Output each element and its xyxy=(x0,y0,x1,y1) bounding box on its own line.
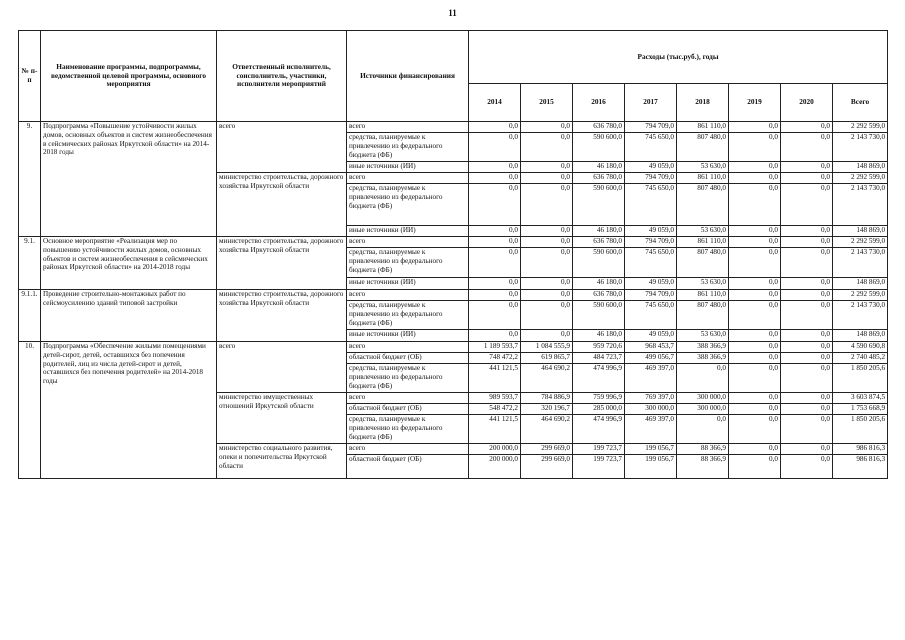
year-value: 807 480,0 xyxy=(677,184,729,226)
year-value: 0,0 xyxy=(469,278,521,290)
year-value: 0,0 xyxy=(781,330,833,342)
year-value: 53 630,0 xyxy=(677,330,729,342)
year-value: 590 600,0 xyxy=(573,133,625,162)
funding-source: всего xyxy=(347,393,469,404)
year-value: 784 886,9 xyxy=(521,393,573,404)
year-value: 0,0 xyxy=(469,226,521,237)
year-value: 861 110,0 xyxy=(677,237,729,248)
table-row xyxy=(19,290,888,301)
year-value: 0,0 xyxy=(469,290,521,301)
row-number: 10. xyxy=(19,342,41,479)
year-value: 0,0 xyxy=(469,122,521,133)
year-value: 46 180,0 xyxy=(573,226,625,237)
year-value: 0,0 xyxy=(521,301,573,330)
program-name: Подпрограмма «Повышение устойчивости жилых домов, основных объектов и систем жизнеобеспечения в сейсмических районах Иркутской области» на 2014-2018 годы xyxy=(41,122,217,237)
year-value: 49 059,0 xyxy=(625,162,677,173)
total-value: 2 143 730,0 xyxy=(833,301,888,330)
year-value: 88 366,9 xyxy=(677,455,729,479)
year-value: 0,0 xyxy=(521,237,573,248)
year-value: 794 709,0 xyxy=(625,173,677,184)
year-value: 636 780,0 xyxy=(573,290,625,301)
year-value: 590 600,0 xyxy=(573,301,625,330)
year-value: 0,0 xyxy=(521,330,573,342)
funding-source: всего xyxy=(347,237,469,248)
total-value: 148 869,0 xyxy=(833,162,888,173)
year-value: 0,0 xyxy=(521,133,573,162)
year-value: 0,0 xyxy=(729,455,781,479)
year-value: 0,0 xyxy=(521,290,573,301)
funding-source: всего xyxy=(347,444,469,455)
year-value: 0,0 xyxy=(469,248,521,278)
year-value: 959 720,6 xyxy=(573,342,625,353)
year-value: 0,0 xyxy=(469,330,521,342)
year-value: 53 630,0 xyxy=(677,278,729,290)
year-value: 474 996,9 xyxy=(573,364,625,393)
year-value: 745 650,0 xyxy=(625,301,677,330)
year-value: 0,0 xyxy=(781,342,833,353)
year-value: 49 059,0 xyxy=(625,330,677,342)
year-value: 0,0 xyxy=(781,122,833,133)
year-value: 745 650,0 xyxy=(625,184,677,226)
year-value: 0,0 xyxy=(781,444,833,455)
year-value: 200 000,0 xyxy=(469,455,521,479)
year-value: 199 723,7 xyxy=(573,455,625,479)
year-value: 745 650,0 xyxy=(625,133,677,162)
year-value: 1 189 593,7 xyxy=(469,342,521,353)
year-value: 0,0 xyxy=(677,415,729,444)
year-value: 300 000,0 xyxy=(625,404,677,415)
year-value: 0,0 xyxy=(781,184,833,226)
year-value: 441 121,5 xyxy=(469,364,521,393)
table-row xyxy=(19,342,888,353)
funding-source: средства, планируемые к привлечению из федерального бюджета (ФБ) xyxy=(347,184,469,226)
funding-source: иные источники (ИИ) xyxy=(347,330,469,342)
executor: всего xyxy=(217,122,347,173)
year-value: 300 000,0 xyxy=(677,404,729,415)
year-value: 469 397,0 xyxy=(625,415,677,444)
year-value: 861 110,0 xyxy=(677,122,729,133)
year-value: 49 059,0 xyxy=(625,226,677,237)
year-value: 807 480,0 xyxy=(677,133,729,162)
executor: министерство строительства, дорожного хозяйства Иркутской области xyxy=(217,173,347,237)
table-body xyxy=(19,122,888,479)
year-value: 0,0 xyxy=(781,455,833,479)
year-value: 0,0 xyxy=(521,173,573,184)
total-value: 2 143 730,0 xyxy=(833,248,888,278)
funding-source: областной бюджет (ОБ) xyxy=(347,404,469,415)
year-value: 0,0 xyxy=(729,278,781,290)
year-value: 0,0 xyxy=(521,226,573,237)
row-number: 9.1. xyxy=(19,237,41,290)
executor: министерство социального развития, опеки и попечительства Иркутской области xyxy=(217,444,347,479)
total-value: 2 143 730,0 xyxy=(833,133,888,162)
year-value: 0,0 xyxy=(521,122,573,133)
funding-source: всего xyxy=(347,173,469,184)
year-value: 0,0 xyxy=(677,364,729,393)
header-year: 2020 xyxy=(781,84,833,122)
year-value: 46 180,0 xyxy=(573,330,625,342)
funding-source: иные источники (ИИ) xyxy=(347,278,469,290)
year-value: 299 669,0 xyxy=(521,444,573,455)
year-value: 0,0 xyxy=(781,162,833,173)
year-value: 0,0 xyxy=(729,248,781,278)
funding-source: средства, планируемые к привлечению из федерального бюджета (ФБ) xyxy=(347,133,469,162)
year-value: 0,0 xyxy=(729,342,781,353)
year-value: 46 180,0 xyxy=(573,278,625,290)
year-value: 49 059,0 xyxy=(625,278,677,290)
header-source: Источники финансирования xyxy=(347,31,469,122)
header-executor: Ответственный исполнитель, соисполнитель, участники, исполнители мероприятий xyxy=(217,31,347,122)
header-total: Всего xyxy=(833,84,888,122)
year-value: 388 366,9 xyxy=(677,353,729,364)
funding-source: всего xyxy=(347,342,469,353)
header-year: 2019 xyxy=(729,84,781,122)
year-value: 0,0 xyxy=(729,353,781,364)
year-value: 0,0 xyxy=(781,237,833,248)
year-value: 794 709,0 xyxy=(625,122,677,133)
year-value: 861 110,0 xyxy=(677,290,729,301)
year-value: 0,0 xyxy=(729,290,781,301)
year-value: 0,0 xyxy=(729,404,781,415)
year-value: 199 056,7 xyxy=(625,444,677,455)
year-value: 285 000,0 xyxy=(573,404,625,415)
year-value: 0,0 xyxy=(729,237,781,248)
year-value: 0,0 xyxy=(781,278,833,290)
funding-source: всего xyxy=(347,290,469,301)
table-row xyxy=(19,122,888,133)
year-value: 759 996,9 xyxy=(573,393,625,404)
year-value: 590 600,0 xyxy=(573,184,625,226)
year-value: 0,0 xyxy=(729,330,781,342)
year-value: 745 650,0 xyxy=(625,248,677,278)
program-name: Основное мероприятие «Реализация мер по повышению устойчивости жилых домов, основных объектов и систем жизнеобеспечения в сейсмических районах Иркутской области» на 2014-2018 годы xyxy=(41,237,217,290)
year-value: 0,0 xyxy=(781,133,833,162)
total-value: 986 816,3 xyxy=(833,444,888,455)
year-value: 0,0 xyxy=(729,162,781,173)
funding-source: средства, планируемые к привлечению из федерального бюджета (ФБ) xyxy=(347,301,469,330)
year-value: 619 865,7 xyxy=(521,353,573,364)
funding-source: областной бюджет (ОБ) xyxy=(347,455,469,479)
year-value: 0,0 xyxy=(729,301,781,330)
budget-table xyxy=(18,30,888,479)
total-value: 986 816,3 xyxy=(833,455,888,479)
funding-source: областной бюджет (ОБ) xyxy=(347,353,469,364)
year-value: 0,0 xyxy=(729,184,781,226)
year-value: 88 366,9 xyxy=(677,444,729,455)
year-value: 769 397,0 xyxy=(625,393,677,404)
header-year: 2014 xyxy=(469,84,521,122)
year-value: 0,0 xyxy=(781,364,833,393)
year-value: 0,0 xyxy=(729,122,781,133)
header-year: 2018 xyxy=(677,84,729,122)
funding-source: иные источники (ИИ) xyxy=(347,162,469,173)
year-value: 636 780,0 xyxy=(573,122,625,133)
year-value: 636 780,0 xyxy=(573,237,625,248)
year-value: 484 723,7 xyxy=(573,353,625,364)
total-value: 148 869,0 xyxy=(833,278,888,290)
funding-source: средства, планируемые к привлечению из федерального бюджета (ФБ) xyxy=(347,248,469,278)
header-year: 2015 xyxy=(521,84,573,122)
year-value: 499 056,7 xyxy=(625,353,677,364)
year-value: 748 472,2 xyxy=(469,353,521,364)
year-value: 0,0 xyxy=(729,444,781,455)
year-value: 0,0 xyxy=(469,301,521,330)
funding-source: средства, планируемые к привлечению из федерального бюджета (ФБ) xyxy=(347,415,469,444)
year-value: 590 600,0 xyxy=(573,248,625,278)
total-value: 2 292 599,0 xyxy=(833,122,888,133)
year-value: 0,0 xyxy=(781,290,833,301)
year-value: 794 709,0 xyxy=(625,237,677,248)
year-value: 968 453,7 xyxy=(625,342,677,353)
year-value: 53 630,0 xyxy=(677,226,729,237)
year-value: 0,0 xyxy=(781,393,833,404)
year-value: 0,0 xyxy=(729,173,781,184)
year-value: 299 669,0 xyxy=(521,455,573,479)
year-value: 0,0 xyxy=(521,278,573,290)
year-value: 0,0 xyxy=(521,162,573,173)
total-value: 2 143 730,0 xyxy=(833,184,888,226)
year-value: 46 180,0 xyxy=(573,162,625,173)
year-value: 0,0 xyxy=(469,173,521,184)
header-year: 2016 xyxy=(573,84,625,122)
funding-source: иные источники (ИИ) xyxy=(347,226,469,237)
year-value: 199 056,7 xyxy=(625,455,677,479)
year-value: 0,0 xyxy=(781,226,833,237)
funding-source: всего xyxy=(347,122,469,133)
year-value: 0,0 xyxy=(469,237,521,248)
table-row xyxy=(19,237,888,248)
year-value: 0,0 xyxy=(521,248,573,278)
year-value: 0,0 xyxy=(729,364,781,393)
row-number: 9. xyxy=(19,122,41,237)
total-value: 2 292 599,0 xyxy=(833,237,888,248)
year-value: 199 723,7 xyxy=(573,444,625,455)
year-value: 807 480,0 xyxy=(677,248,729,278)
year-value: 861 110,0 xyxy=(677,173,729,184)
year-value: 0,0 xyxy=(729,133,781,162)
year-value: 548 472,2 xyxy=(469,404,521,415)
funding-source: средства, планируемые к привлечению из федерального бюджета (ФБ) xyxy=(347,364,469,393)
year-value: 441 121,5 xyxy=(469,415,521,444)
year-value: 1 084 555,9 xyxy=(521,342,573,353)
year-value: 0,0 xyxy=(469,184,521,226)
year-value: 0,0 xyxy=(781,404,833,415)
row-number: 9.1.1. xyxy=(19,290,41,342)
year-value: 807 480,0 xyxy=(677,301,729,330)
header-name: Наименование программы, подпрограммы, ведомственной целевой программы, основного мероприятия xyxy=(41,31,217,122)
total-value: 2 740 485,2 xyxy=(833,353,888,364)
year-value: 0,0 xyxy=(729,393,781,404)
header-expenses: Расходы (тыс.руб.), годы xyxy=(469,31,888,84)
page-number: 11 xyxy=(448,8,457,18)
year-value: 0,0 xyxy=(469,162,521,173)
year-value: 0,0 xyxy=(729,415,781,444)
year-value: 464 690,2 xyxy=(521,364,573,393)
executor: всего xyxy=(217,342,347,393)
total-value: 148 869,0 xyxy=(833,330,888,342)
header-num: № п-п xyxy=(19,31,41,122)
executor: министерство имущественных отношений Иркутской области xyxy=(217,393,347,444)
year-value: 0,0 xyxy=(521,184,573,226)
total-value: 3 603 874,5 xyxy=(833,393,888,404)
program-name: Подпрограмма «Обеспечение жилыми помещениями детей-сирот, детей, оставшихся без попечения родителей, лиц из числа детей-сирот и детей, оставшихся без попечения родителей» на 2014-2018 годы xyxy=(41,342,217,479)
year-value: 474 996,9 xyxy=(573,415,625,444)
year-value: 320 196,7 xyxy=(521,404,573,415)
year-value: 388 366,9 xyxy=(677,342,729,353)
year-value: 0,0 xyxy=(469,133,521,162)
year-value: 464 690,2 xyxy=(521,415,573,444)
total-value: 1 753 668,9 xyxy=(833,404,888,415)
total-value: 148 869,0 xyxy=(833,226,888,237)
year-value: 0,0 xyxy=(781,415,833,444)
year-value: 0,0 xyxy=(781,301,833,330)
total-value: 1 850 205,6 xyxy=(833,415,888,444)
year-value: 636 780,0 xyxy=(573,173,625,184)
executor: министерство строительства, дорожного хозяйства Иркутской области xyxy=(217,290,347,342)
year-value: 989 593,7 xyxy=(469,393,521,404)
header-year: 2017 xyxy=(625,84,677,122)
year-value: 0,0 xyxy=(781,173,833,184)
year-value: 53 630,0 xyxy=(677,162,729,173)
total-value: 2 292 599,0 xyxy=(833,173,888,184)
program-name: Проведение строительно-монтажных работ по сейсмоусилению зданий типовой застройки xyxy=(41,290,217,342)
total-value: 1 850 205,6 xyxy=(833,364,888,393)
year-value: 0,0 xyxy=(781,248,833,278)
year-value: 469 397,0 xyxy=(625,364,677,393)
year-value: 300 000,0 xyxy=(677,393,729,404)
year-value: 794 709,0 xyxy=(625,290,677,301)
year-value: 0,0 xyxy=(781,353,833,364)
year-value: 200 000,0 xyxy=(469,444,521,455)
executor: министерство строительства, дорожного хозяйства Иркутской области xyxy=(217,237,347,290)
year-value: 0,0 xyxy=(729,226,781,237)
total-value: 2 292 599,0 xyxy=(833,290,888,301)
total-value: 4 590 690,8 xyxy=(833,342,888,353)
